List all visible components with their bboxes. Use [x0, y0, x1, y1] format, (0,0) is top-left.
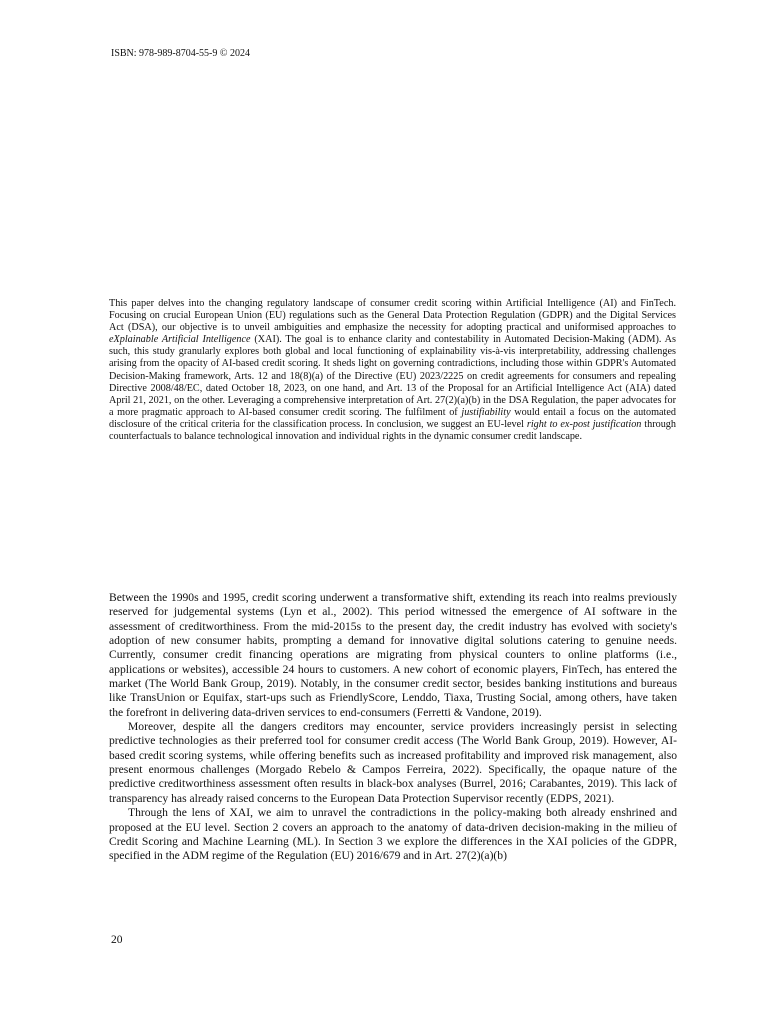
right-to-justification-term: right to ex-post justification [526, 418, 642, 430]
xai-term: eXplainable Artificial Intelligence [109, 334, 251, 346]
abstract-part-2: (XAI). The goal is to enhance clarity and contestability in Automated Decision-Making (ADM). As such, this study granularly explores both global and local functioning of explainability vis-à-vis interpretability, addressing challenges arising from the opacity of AI-based credit scoring. It sheds light on governing contradictions, including those within GDPR's Automated Decision-Making framework, Arts. 12 and 18(8)(a) of the Directive (EU) 2023/2225 on credit agreements for consumers and repealing Directive 2008/48/EC, dated October 18, 2023, on one hand, and Art. 13 of the Proposal for an Artificial Intelligence Act (AIA) dated April 21, 2021, on the other. Leveraging a comprehensive interpretation of Art. 27(2)(a)(b) in the DSA Regulation, the paper advocates for a more pragmatic approach to AI-based consumer credit scoring. The fulfilment of [109, 334, 676, 418]
abstract-part-1: This paper delves into the changing regulatory landscape of consumer credit scoring within Artificial Intelligence (AI) and FinTech. Focusing on crucial European Union (EU) regulations such as the General Data Protection Regulation (GDPR) and the Digital Services Act (DSA), our objective is to unveil ambiguities and emphasize the necessity for adopting practical and uniformised approaches to [109, 298, 676, 334]
body-paragraph-1: Between the 1990s and 1995, credit scoring underwent a transformative shift, extending its reach into realms previously reserved for judgemental systems (Lyn et al., 2002). This period witnessed the emergence of AI software in the assessment of creditworthiness. From the mid-2015s to the present day, the credit industry has evolved with society's adoption of new consumer habits, prompting a demand for innovative digital solutions catering to genuine needs. Currently, consumer credit financing operations are migrating from physical counters to online platforms (i.e., applications or websites), accessible 24 hours to customers. A new cohort of economic players, FinTech, has entered the market (The World Bank Group, 2019). Notably, in the consumer credit sector, besides banking institutions and bureaus like TransUnion or Equifax, start-ups such as FriendlyScore, Lenddo, Tiaxa, Trusting Social, among others, have taken the forefront in delivering data-driven services to end-consumers (Ferretti & Vandone, 2019). [109, 591, 677, 719]
justifiability-term: justifiability [461, 406, 511, 418]
abstract-part-3: would entail a focus on the automated disclosure of the critical criteria for the classification process. In conclusion, we suggest an EU-level [109, 406, 677, 430]
abstract-text [109, 298, 676, 443]
body-paragraph-3: Through the lens of XAI, we aim to unravel the contradictions in the policy-making both already enshrined and proposed at the EU level. Section 2 covers an approach to the anatomy of data-driven decision-making in the milieu of Credit Scoring and Machine Learning (ML). In Section 3 we explore the differences in the XAI policies of the GDPR, specified in the ADM regime of the Regulation (EU) 2016/679 and in Art. 27(2)(a)(b) [109, 806, 677, 863]
page-number: 20 [111, 934, 123, 946]
isbn-header: ISBN: 978-989-8704-55-9 © 2024 [111, 48, 250, 59]
abstract-part-4: through counterfactuals to balance technological innovation and individual rights in the dynamic consumer credit landscape. [109, 418, 676, 443]
body-paragraph-2: Moreover, despite all the dangers creditors may encounter, service providers increasingly persist in selecting predictive technologies as their preferred tool for consumer credit access (The World Bank Group, 2019). However, AI-based credit scoring systems, while offering benefits such as increased profitability and improved risk management, also present enormous challenges (Morgado Rebelo & Campos Ferreira, 2022). Specifically, the opaque nature of the predictive creditworthiness assessment often results in black-box analyses (Burrel, 2016; Carabantes, 2019). This lack of transparency has already raised concerns to the European Data Protection Supervisor recently (EDPS, 2021). [109, 720, 677, 805]
introduction-body [109, 591, 677, 864]
